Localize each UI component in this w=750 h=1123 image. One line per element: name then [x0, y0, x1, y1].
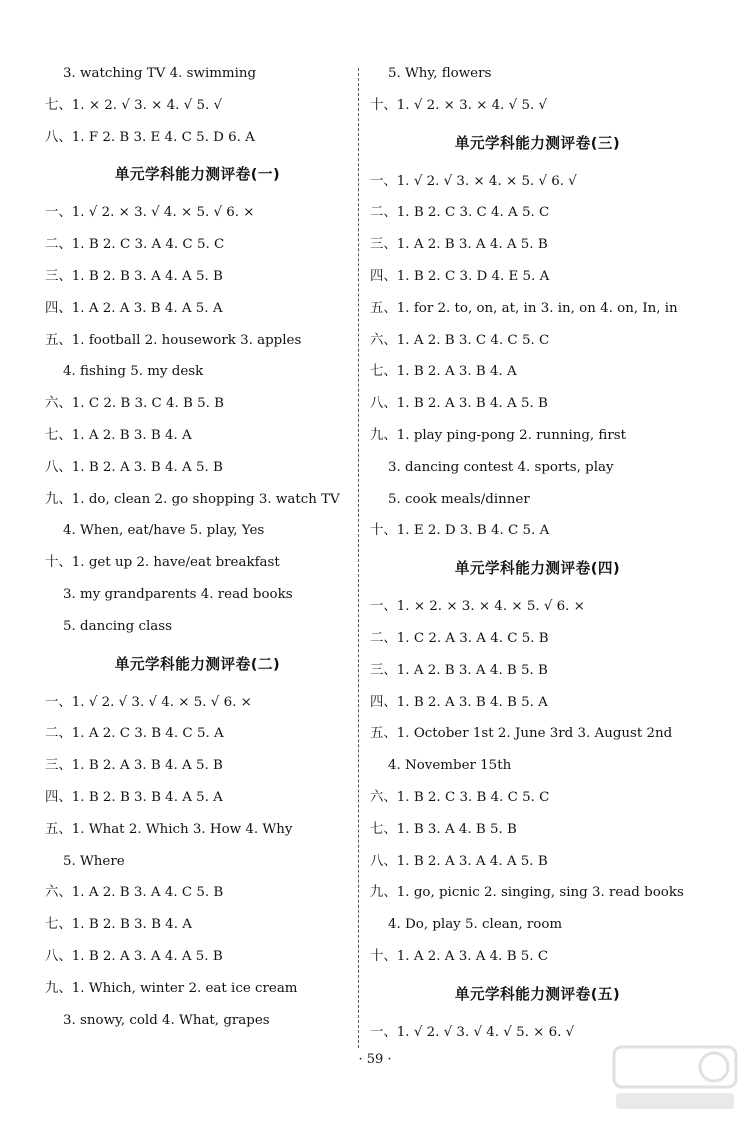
left-answer-line: 4. fishing 5. my desk	[63, 364, 204, 380]
right-answer-line: 三、1. A 2. B 3. A 4. A 5. B	[370, 237, 548, 253]
left-answer-line: 一、1. √ 2. √ 3. √ 4. × 5. √ 6. ×	[45, 694, 252, 710]
left-answer-line: 5. Where	[63, 853, 125, 869]
left-answer-line: 一、1. √ 2. × 3. √ 4. × 5. √ 6. ×	[45, 205, 255, 221]
left-answer-line: 八、1. B 2. A 3. A 4. A 5. B	[45, 948, 223, 964]
left-answer-line: 5. dancing class	[63, 618, 172, 634]
left-answer-line: 七、1. × 2. √ 3. × 4. √ 5. √	[45, 97, 223, 113]
left-answer-line: 三、1. B 2. A 3. B 4. A 5. B	[45, 758, 223, 774]
right-answer-line: 五、1. for 2. to, on, at, in 3. in, on 4. on, In, in	[370, 300, 678, 316]
right-section-heading: 单元学科能力测评卷(四)	[454, 560, 621, 578]
page-number: · 59 ·	[358, 1052, 392, 1067]
right-answer-line: 5. cook meals/dinner	[388, 491, 530, 507]
right-section-heading: 单元学科能力测评卷(三)	[454, 134, 621, 152]
right-answer-line: 十、1. E 2. D 3. B 4. C 5. A	[370, 523, 550, 539]
left-answer-line: 四、1. A 2. A 3. B 4. A 5. A	[45, 300, 223, 316]
column-divider	[358, 68, 359, 1048]
left-answer-line: 3. watching TV 4. swimming	[63, 66, 257, 81]
right-answer-line: 九、1. go, picnic 2. singing, sing 3. read books	[370, 885, 684, 901]
right-answer-line: 十、1. √ 2. × 3. × 4. √ 5. √	[370, 97, 548, 113]
right-column	[370, 58, 705, 1049]
left-answer-line: 六、1. C 2. B 3. C 4. B 5. B	[45, 396, 224, 412]
right-answer-line: 六、1. B 2. C 3. B 4. C 5. C	[370, 789, 550, 805]
left-section-heading: 单元学科能力测评卷(一)	[114, 166, 281, 184]
right-answer-line: 八、1. B 2. A 3. A 4. A 5. B	[370, 853, 548, 869]
right-answer-line: 五、1. October 1st 2. June 3rd 3. August 2nd	[370, 726, 673, 742]
right-section-heading: 单元学科能力测评卷(五)	[454, 985, 621, 1003]
right-answer-line: 九、1. play ping-pong 2. running, first	[370, 427, 627, 443]
left-answer-line: 4. When, eat/have 5. play, Yes	[63, 523, 265, 539]
left-answer-line: 九、1. Which, winter 2. eat ice cream	[45, 980, 298, 996]
right-answer-line: 一、1. √ 2. √ 3. √ 4. √ 5. × 6. √	[370, 1024, 575, 1040]
left-answer-line: 五、1. What 2. Which 3. How 4. Why	[45, 821, 293, 837]
right-answer-line: 二、1. C 2. A 3. A 4. C 5. B	[370, 630, 549, 646]
left-answer-line: 3. snowy, cold 4. What, grapes	[63, 1012, 270, 1028]
left-answer-line: 七、1. A 2. B 3. B 4. A	[45, 427, 192, 443]
left-answer-line: 3. my grandparents 4. read books	[63, 586, 293, 602]
right-answer-line: 八、1. B 2. A 3. B 4. A 5. B	[370, 396, 548, 412]
right-answer-line: 二、1. B 2. C 3. C 4. A 5. C	[370, 205, 550, 221]
right-answer-line: 七、1. B 2. A 3. B 4. A	[370, 364, 517, 380]
right-answer-line: 四、1. B 2. A 3. B 4. B 5. A	[370, 694, 548, 710]
right-answer-line: 十、1. A 2. A 3. A 4. B 5. C	[370, 948, 549, 964]
left-answer-line: 三、1. B 2. B 3. A 4. A 5. B	[45, 268, 223, 284]
left-answer-line: 五、1. football 2. housework 3. apples	[45, 332, 302, 348]
left-section-heading: 单元学科能力测评卷(二)	[114, 655, 281, 673]
left-answer-line: 二、1. B 2. C 3. A 4. C 5. C	[45, 237, 225, 253]
right-answer-line: 一、1. √ 2. √ 3. × 4. × 5. √ 6. √	[370, 173, 577, 189]
right-answer-line: 3. dancing contest 4. sports, play	[388, 459, 614, 475]
left-answer-line: 八、1. F 2. B 3. E 4. C 5. D 6. A	[45, 129, 255, 145]
left-column	[45, 58, 350, 1036]
right-answer-line: 5. Why, flowers	[388, 66, 492, 81]
left-answer-line: 四、1. B 2. B 3. B 4. A 5. A	[45, 789, 223, 805]
right-answer-line: 七、1. B 3. A 4. B 5. B	[370, 821, 517, 837]
right-answer-line: 4. November 15th	[388, 758, 512, 774]
left-answer-line: 九、1. do, clean 2. go shopping 3. watch TV	[45, 491, 340, 507]
left-answer-line: 八、1. B 2. A 3. B 4. A 5. B	[45, 459, 223, 475]
left-answer-line: 六、1. A 2. B 3. A 4. C 5. B	[45, 885, 224, 901]
right-answer-line: 三、1. A 2. B 3. A 4. B 5. B	[370, 662, 548, 678]
watermark-logo	[610, 1043, 740, 1115]
right-answer-line: 一、1. × 2. × 3. × 4. × 5. √ 6. ×	[370, 599, 585, 615]
left-answer-line: 二、1. A 2. C 3. B 4. C 5. A	[45, 726, 224, 742]
right-answer-line: 六、1. A 2. B 3. C 4. C 5. C	[370, 332, 550, 348]
right-answer-line: 4. Do, play 5. clean, room	[388, 917, 563, 933]
left-answer-line: 十、1. get up 2. have/eat breakfast	[45, 555, 280, 571]
right-answer-line: 四、1. B 2. C 3. D 4. E 5. A	[370, 268, 550, 284]
left-answer-line: 七、1. B 2. B 3. B 4. A	[45, 917, 192, 933]
